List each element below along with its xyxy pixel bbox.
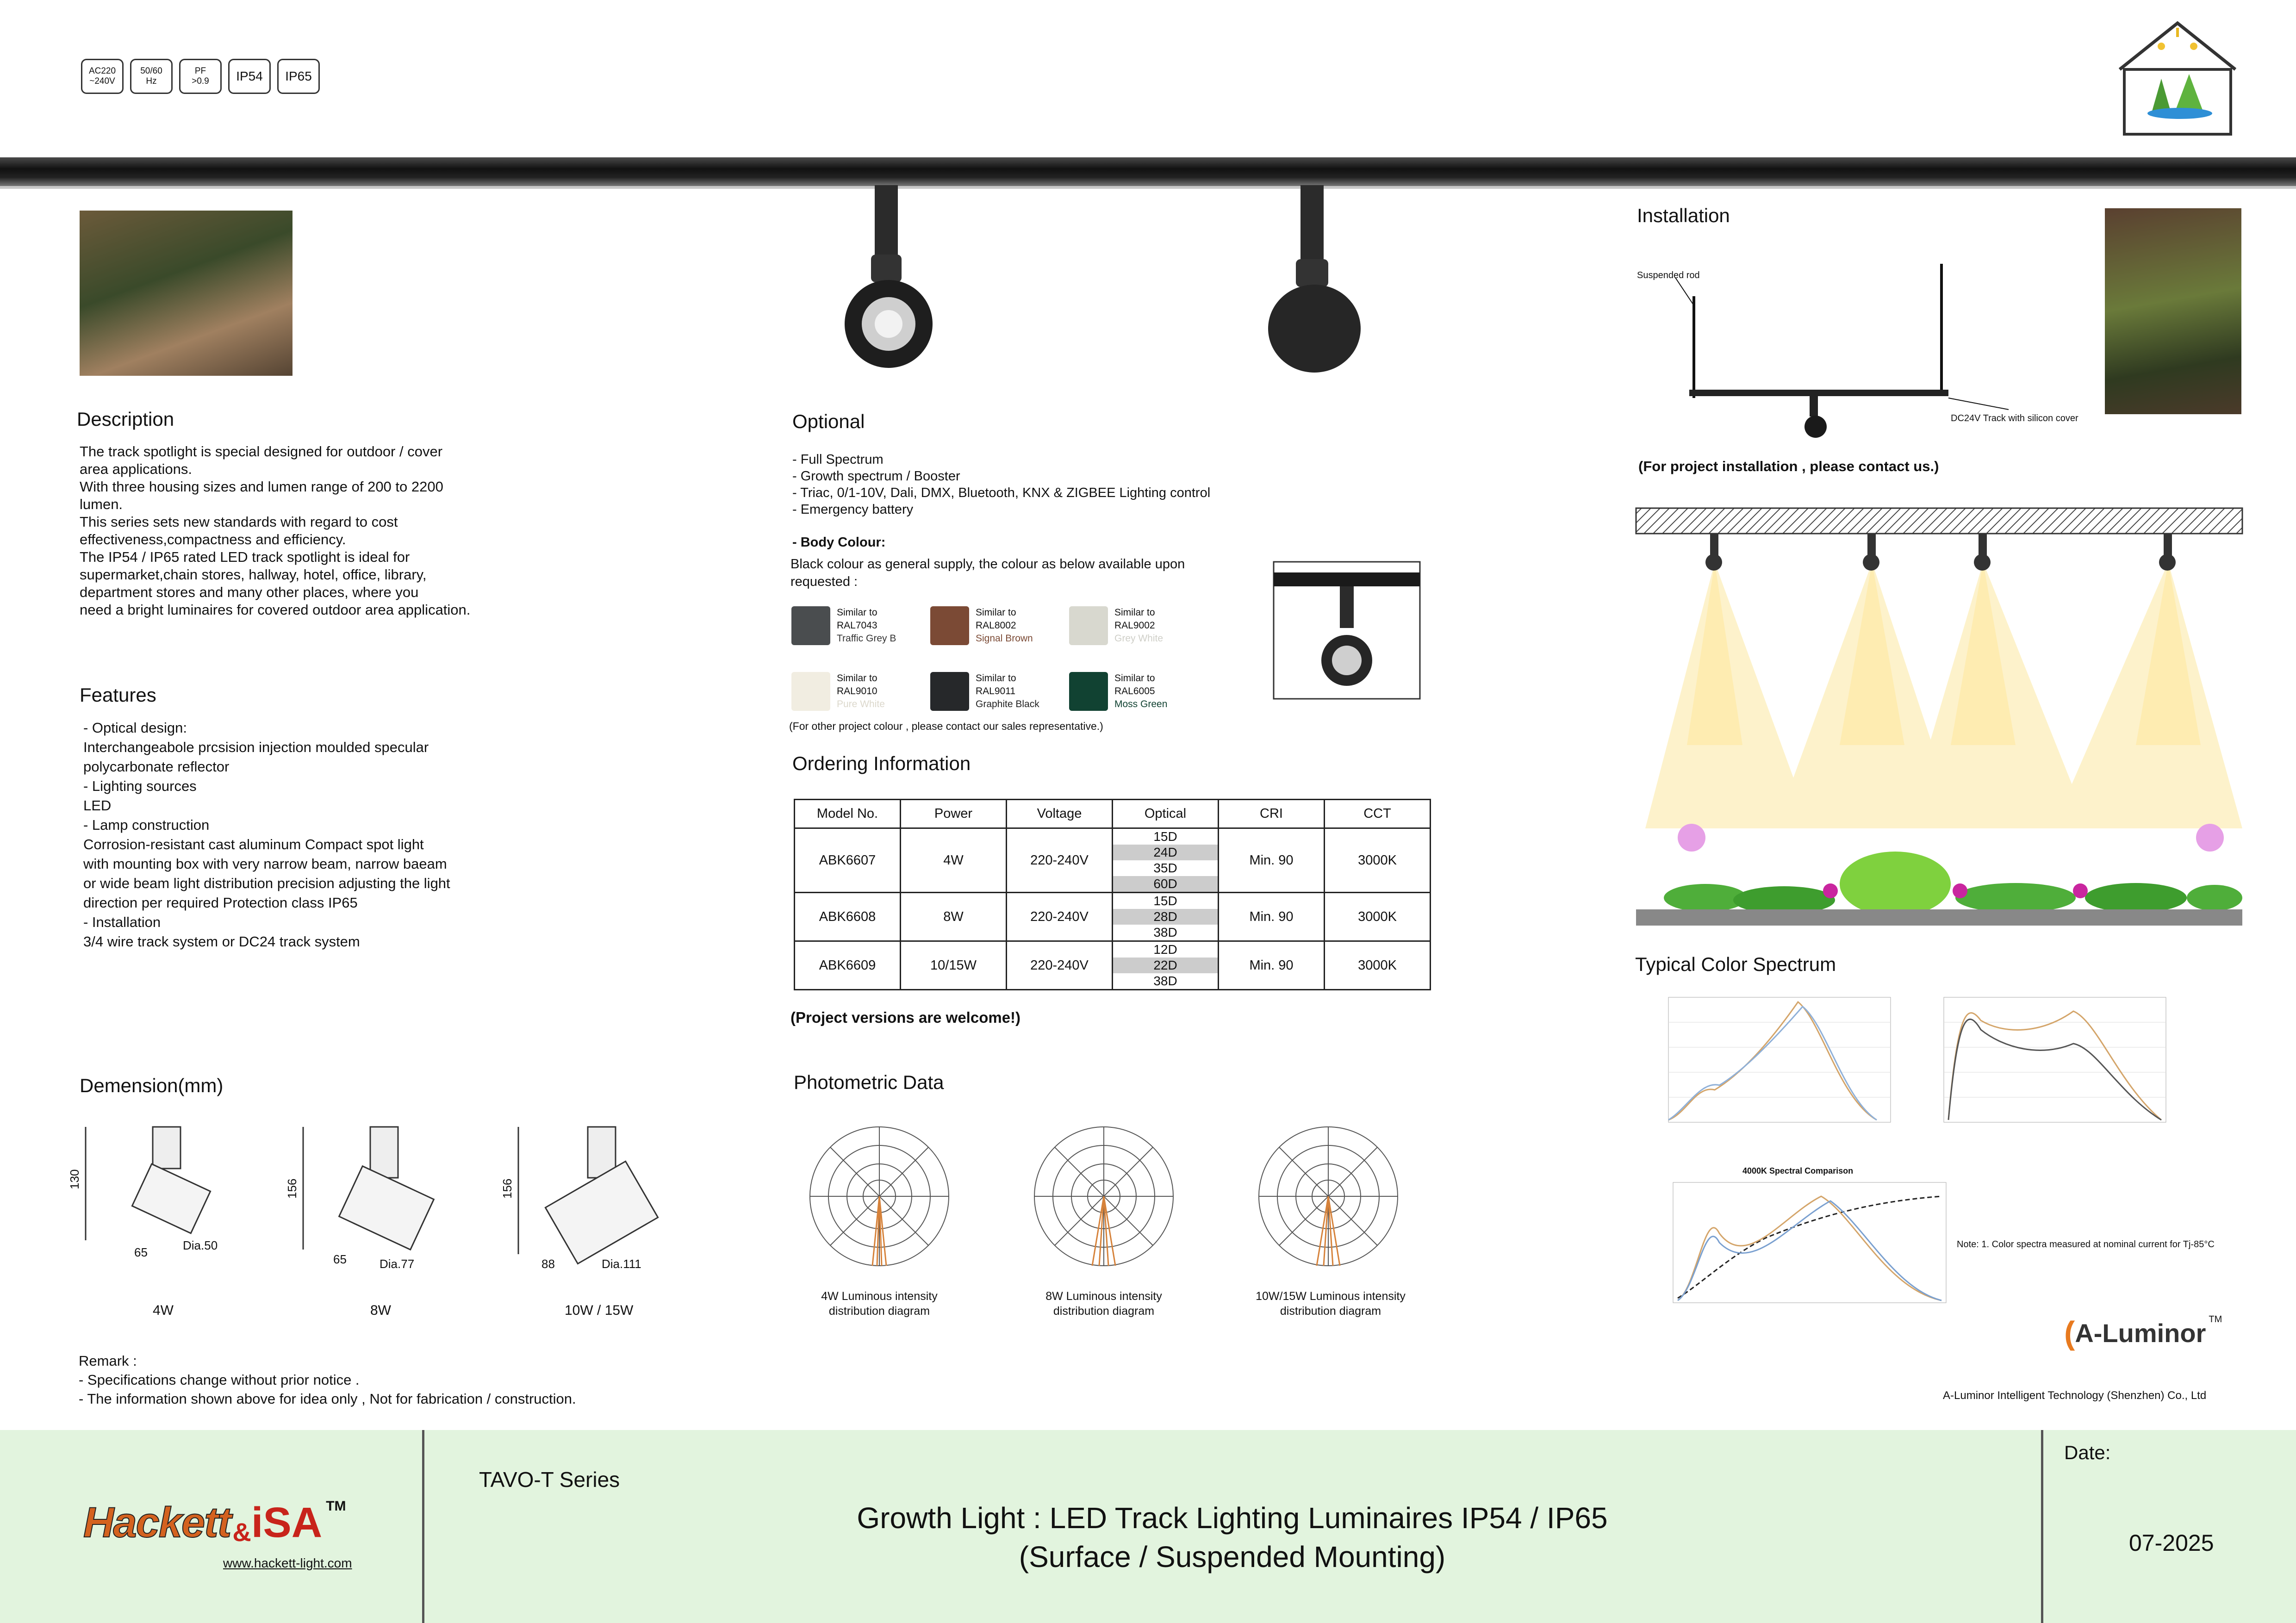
table-header-row [795,800,1431,828]
colour-note: (For other project colour , please contact our sales representative.) [789,720,1103,732]
logo-ampersand: & [232,1517,251,1547]
spectrum-chart-cool [1921,993,2175,1145]
hackett-wordmark: Hackett [83,1499,231,1546]
dim-4w-height: 130 [68,1169,81,1189]
dimension-drawings [68,1115,666,1277]
project-versions-note: (Project versions are welcome!) [790,1009,1021,1026]
table-row: ABK6608 8W 220-240V 15D 28D 38D Min. 90 3000K [795,893,1431,941]
dim-caption-8w: 8W [370,1303,391,1318]
spotlight-side-image [1259,185,1370,379]
optics-cell: 15D 28D 38D [1113,893,1219,941]
isa-wordmark: iSA [251,1499,323,1546]
spectrum-title: Typical Color Spectrum [1635,953,1836,975]
date-value: 07-2025 [2129,1530,2214,1556]
remark-text: Remark : - Specifications change without prior notice . - The information shown above for idea only , Not for fabrication / construction. [79,1353,576,1407]
dim-4w-dia: Dia.50 [183,1238,218,1252]
dim-15w-dia: Dia.111 [602,1257,641,1271]
col-power: Power [901,800,1007,828]
installation-title: Installation [1637,205,1730,226]
installation-contact: (For project installation , please contact us.) [1638,458,1939,474]
swatch-row-1 [791,606,1180,645]
swatch-ral7043: Similar to RAL7043 Traffic Grey B [791,606,902,645]
optics-cell: 15D 24D 35D 60D [1113,828,1219,893]
series-name: TAVO-T Series [479,1468,620,1492]
voltage-badge: AC220 ~240V [81,59,124,94]
ip54-badge: IP54 [228,59,271,94]
suspended-rod-label: Suspended rod [1637,270,1700,280]
ordering-table [794,799,1431,990]
col-voltage: Voltage [1007,800,1113,828]
aluminor-wordmark: A-Luminor [2075,1318,2206,1348]
swatch-row-2 [791,672,1180,711]
website-link[interactable]: www.hackett-light.com [223,1556,352,1570]
polar-caption-4w: 4W Luminous intensity distribution diagram [821,1290,938,1318]
swatch-color [930,606,969,645]
ip65-badge: IP65 [277,59,320,94]
swatch-color [1069,606,1108,645]
aluminor-tm: TM [2209,1314,2222,1325]
table-row: ABK6607 4W 220-240V 15D 24D 35D 60D Min. 90 3000K [795,828,1431,893]
dim-caption-15w: 10W / 15W [565,1303,634,1318]
table-row: ABK6609 10/15W 220-240V 12D 22D 38D Min. 90 3000K [795,941,1431,990]
dimension-title: Demension(mm) [80,1075,224,1096]
dim-15w-height: 156 [500,1178,514,1199]
spectrum-note: Note: 1. Color spectra measured at nominal current for Tj-85°C [1957,1239,2215,1250]
logo-tm: TM [326,1499,346,1514]
track-label: DC24V Track with silicon cover [1951,413,2078,423]
hackett-isa-logo [83,1499,346,1547]
features-title: Features [80,684,156,706]
optics-cell: 12D 22D 38D [1113,941,1219,990]
ordering-title: Ordering Information [792,752,971,774]
dim-8w-dia: Dia.77 [380,1257,415,1271]
swatch-ral9011: Similar to RAL9011 Graphite Black [930,672,1041,711]
spectrum-chart-comparison [1645,1178,1960,1321]
frequency-badge: 50/60 Hz [130,59,173,94]
body-colour-text: Black colour as general supply, the colour as below available upon requested : [790,557,1185,589]
swatch-color [791,672,830,711]
track-spot-preview-image [1273,561,1421,700]
swatch-ral9002: Similar to RAL9002 Grey White [1069,606,1180,645]
date-label: Date: [2064,1442,2111,1463]
polar-caption-8w: 8W Luminous intensity distribution diagram [1045,1290,1162,1318]
company-name: A-Luminor Intelligent Technology (Shenzhen) Co., Ltd [1943,1389,2207,1402]
track-bar-shadow [0,186,2296,189]
col-model: Model No. [795,800,901,828]
polar-diagrams [787,1111,1435,1282]
features-text: - Optical design: Interchangeabole prcsision injection moulded specular polycarbonate reflector - Lighting sources LED - Lamp construction Corrosion-resistant cast aluminum Compact spot light with mounting box with very narrow beam, narrow baeam or wide beam light distribution precision adjusting the light direction per required Protection class IP65 - Installation 3/4 wire track system or DC24 track system [83,720,450,950]
photometric-title: Photometric Data [794,1071,944,1093]
dim-8w-height: 156 [285,1178,299,1199]
spectrum-chart-warm [1645,993,1900,1145]
power-factor-badge: PF >0.9 [179,59,222,94]
spectrum-comparison-title: 4000K Spectral Comparison [1742,1166,1854,1175]
aluminor-logo [2064,1314,2222,1351]
title-line-1: Growth Light : LED Track Lighting Luminaires IP54 / IP65 [857,1501,1608,1535]
title-line-2: (Surface / Suspended Mounting) [1019,1540,1446,1573]
col-cri: CRI [1219,800,1325,828]
growth-light-illustration [1636,504,2247,930]
dim-4w-width: 65 [134,1245,148,1259]
footer-divider-2 [2041,1430,2043,1623]
dim-15w-width: 88 [541,1257,555,1271]
description-title: Description [77,408,174,430]
track-bar [0,157,2296,186]
col-optical: Optical [1113,800,1219,828]
installation-photo [2105,208,2241,414]
swatch-ral8002: Similar to RAL8002 Signal Brown [930,606,1041,645]
aluminor-swoosh-icon: ( [2064,1315,2075,1351]
body-colour-title: - Body Colour: [792,535,886,550]
swatch-color [791,606,830,645]
spotlight-front-image [833,185,944,379]
dim-caption-4w: 4W [153,1303,174,1318]
greenhouse-logo-icon [2115,19,2240,139]
spec-badges [81,59,320,94]
document-title [423,1499,2041,1576]
polar-caption-15w: 10W/15W Luminous intensity distribution diagram [1256,1290,1406,1318]
col-cct: CCT [1325,800,1431,828]
swatch-color [930,672,969,711]
application-photo [80,211,292,376]
swatch-ral9010: Similar to RAL9010 Pure White [791,672,902,711]
swatch-ral6005: Similar to RAL6005 Moss Green [1069,672,1180,711]
dim-8w-width: 65 [333,1252,347,1266]
description-text: The track spotlight is special designed for outdoor / cover area applications. With three housing sizes and lumen range of 200 to 2200 lumen. This series sets new standards with regard to cost effectiveness,compactness and efficiency. The IP54 / IP65 rated LED track spotlight is ideal for supermarket,chain stores, hallway, hotel, office, library, department stores and many other places, where you need a bright luminaires for covered outdoor area application. [80,443,471,618]
swatch-color [1069,672,1108,711]
optional-title: Optional [792,410,865,432]
optional-text: - Full Spectrum - Growth spectrum / Booster - Triac, 0/1-10V, Dali, DMX, Bluetooth, KNX & ZIGBEE Lighting control - Emergency battery [792,452,1211,517]
